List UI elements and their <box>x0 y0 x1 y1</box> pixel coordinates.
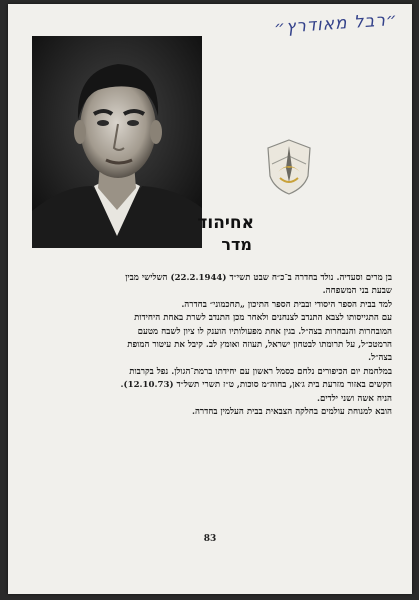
bio-line: הניח אשה ושני ילדים. <box>317 393 392 404</box>
bio-line: עם התגייסותו לצבא התנדב לצנחנים ולאחר מכן התנדב לשרת באחת היחידות <box>134 313 392 324</box>
bio-line: הובא למנוחת עולמים בחלקה הצבאית בבית העלמין בחדרה. <box>191 407 392 418</box>
memorial-page <box>8 4 412 594</box>
portrait-photo <box>32 36 202 248</box>
biography-text <box>32 272 392 419</box>
person-name: אחיהוד <box>197 213 254 233</box>
bio-line: למד בבית הספר היסודי ובבית הספר התיכון „תחכמוני״ בחדרה. <box>181 299 392 310</box>
bio-line: בצה״ל. <box>368 353 392 364</box>
idf-emblem-icon <box>266 138 312 196</box>
name-block <box>197 212 254 256</box>
page-number: 83 <box>203 534 217 544</box>
bio-line: המובחרות והנבחרות בצה״ל. בגין אחת מפעולותיו הוענק לו ציון לשבח מטעם <box>137 326 392 337</box>
person-rank: מדר <box>221 235 252 254</box>
handwritten-note: ״רבל מאודרץ״ <box>273 9 399 39</box>
bio-line: הרמטכ״ל, על תרומתו לבטחון ישראל, תעוזה ואומץ לב. קיבל את עיטור המופת <box>127 340 392 351</box>
bio-line: בן מרים וסעדיה. נולד בחדרה ב־כ״ח שבט תשי״ד (22.2.1944) השלישי מבין <box>125 273 392 283</box>
bio-line: שבעת בני המשפחה. <box>322 286 392 297</box>
bio-line: במלחמת יום הכיפורים נלחם כסמל ראשון עם יחידתו ברמת־הגולן. נפל בקרבות <box>129 366 392 377</box>
bio-line: הקשים באזור מזרעת בית ג׳אן, בחוה״מ סוכות, ט״ז תשרי תשל״ד (12.10.73). <box>120 380 392 391</box>
